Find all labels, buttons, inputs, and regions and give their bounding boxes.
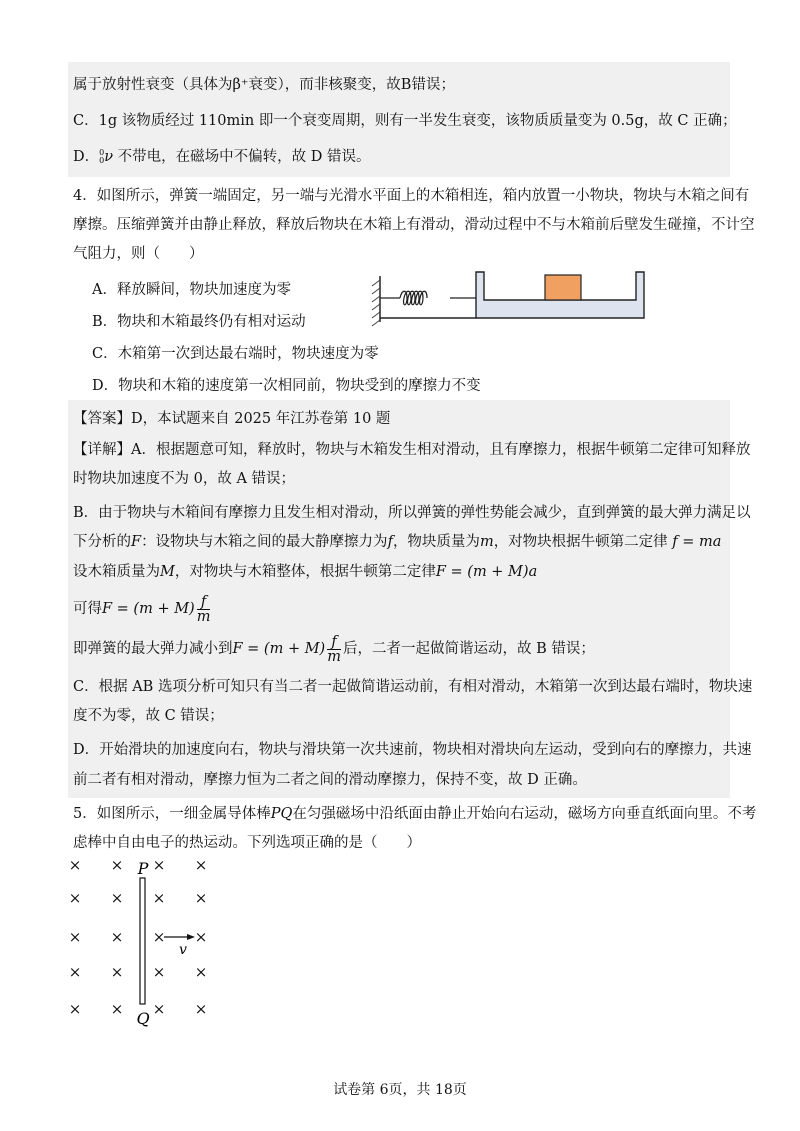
- q4-detail-b-line2: 下分析的F：设物块与木箱之间的最大静摩擦力为f，物块质量为m，对物块根据牛顿第二定律 f = ma: [73, 534, 722, 550]
- page-footer: 试卷第 6页，共 18页: [333, 1082, 467, 1098]
- q4-detail-b-line3: 设木箱质量为M，对物块与木箱整体，根据牛顿第二定律F = (m + M)a: [73, 564, 538, 580]
- q4-detail-c-line1: C．根据 AB 选项分析可知只有当二者一起做简谐运动前，有相对滑动，木箱第一次到达最右端时，物块速: [73, 679, 753, 695]
- q4-option-d: D．物块和木箱的速度第一次相同前，物块受到的摩擦力不变: [92, 378, 481, 394]
- q4-option-b: B．物块和木箱最终仍有相对运动: [92, 314, 306, 330]
- equation-f-ma: f = ma: [672, 534, 722, 550]
- q4-answer: 【答案】D，本试题来自 2025 年江苏卷第 10 题: [73, 411, 391, 427]
- field-cross: ×: [110, 856, 124, 874]
- field-cross: ×: [152, 963, 166, 981]
- field-cross: ×: [110, 963, 124, 981]
- field-cross: ×: [152, 889, 166, 907]
- q4-detail-a-line2: 时物块加速度不为 0，故 A 错误；: [73, 471, 296, 487]
- field-cross: ×: [110, 889, 124, 907]
- nuclide-sub: 0: [99, 156, 105, 165]
- spring-box-diagram: [366, 268, 666, 328]
- q4-detail-d-line1: D．开始滑块的加速度向右，物块与滑块第一次共速前，物块相对滑块向左运动，受到向右的摩擦力，共速: [73, 742, 752, 758]
- label-p: P: [137, 859, 149, 878]
- equation-F-total: F = (m + M)a: [435, 564, 538, 580]
- q5-stem-line1: 5．如图所示，一细金属导体棒PQ在匀强磁场中沿纸面由静止开始向右运动，磁场方向垂直纸面向里。不考: [73, 806, 757, 822]
- nuclide-sup: 0: [99, 148, 105, 157]
- prev-answer-line-b: 属于放射性衰变（具体为β⁺衰变），而非核聚变，故B错误；: [73, 77, 455, 93]
- magnetic-field-diagram: [60, 850, 240, 1040]
- q4-detail-c-line2: 度不为零，故 C 错误；: [73, 708, 224, 724]
- fraction-f-over-m: $\frac{f}{m}$: [196, 593, 211, 625]
- label-v: v: [179, 942, 187, 958]
- field-cross: ×: [110, 1000, 124, 1018]
- field-cross: ×: [68, 889, 82, 907]
- prev-answer-line-d: D． 0 0 ν 不带电，在磁场中不偏转，故 D 错误。: [73, 148, 371, 165]
- q4-stem-line3: 气阻力，则（ ）: [73, 246, 204, 262]
- q4-detail-b-line4: 可得F = (m + M) $\frac{f}{m}$: [73, 593, 211, 625]
- field-cross: ×: [68, 1000, 82, 1018]
- q4-option-a: A．释放瞬间，物块加速度为零: [92, 282, 291, 298]
- field-cross: ×: [194, 856, 208, 874]
- field-cross: ×: [194, 963, 208, 981]
- neutrino-symbol: ν: [104, 149, 114, 165]
- field-cross: ×: [68, 928, 82, 946]
- field-cross: ×: [152, 856, 166, 874]
- field-cross: ×: [110, 928, 124, 946]
- q4-detail-b-line5: 即弹簧的最大弹力减小到F = (m + M) $\frac{f}{m}$ 后，二者一起做简谐运动，故 B 错误；: [73, 633, 595, 665]
- field-cross: ×: [194, 889, 208, 907]
- field-cross: ×: [152, 928, 166, 946]
- q4-stem-line1: 4．如图所示，弹簧一端固定，另一端与光滑水平面上的木箱相连，箱内放置一小物块，物块与木箱之间有: [73, 188, 750, 204]
- q4-detail-a-line1: 【详解】A．根据题意可知，释放时，物块与木箱发生相对滑动，且有摩擦力，根据牛顿第二定律可知释放: [73, 442, 751, 458]
- q4-detail-b-line1: B．由于物块与木箱间有摩擦力且发生相对滑动，所以弹簧的弹性势能会减少，直到弹簧的最大弹力满足以: [73, 505, 751, 521]
- label-q: Q: [136, 1009, 150, 1028]
- field-cross: ×: [68, 856, 82, 874]
- spring-coil: [400, 291, 427, 305]
- prev-answer-line-c: C．1g 该物质经过 110min 即一个衰变周期，则有一半发生衰变，该物质质量变为 0.5g，故 C 正确；: [73, 113, 737, 129]
- conductor-rod-pq: [140, 878, 145, 1004]
- small-block: [545, 275, 581, 300]
- field-cross: ×: [152, 1000, 166, 1018]
- q4-option-c: C．木箱第一次到达最右端时，物块速度为零: [92, 346, 379, 362]
- field-cross: ×: [194, 928, 208, 946]
- q5-stem-line2: 虑棒中自由电子的热运动。下列选项正确的是（ ）: [73, 835, 421, 851]
- q4-detail-d-line2: 前二者有相对滑动，摩擦力恒为二者之间的滑动摩擦力，保持不变，故 D 正确。: [73, 772, 587, 788]
- field-cross: ×: [68, 963, 82, 981]
- q4-stem-line2: 摩擦。压缩弹簧并由静止释放，释放后物块在木箱上有滑动，滑动过程中不与木箱前后壁发生碰撞，不计空: [73, 217, 755, 233]
- field-cross: ×: [194, 1000, 208, 1018]
